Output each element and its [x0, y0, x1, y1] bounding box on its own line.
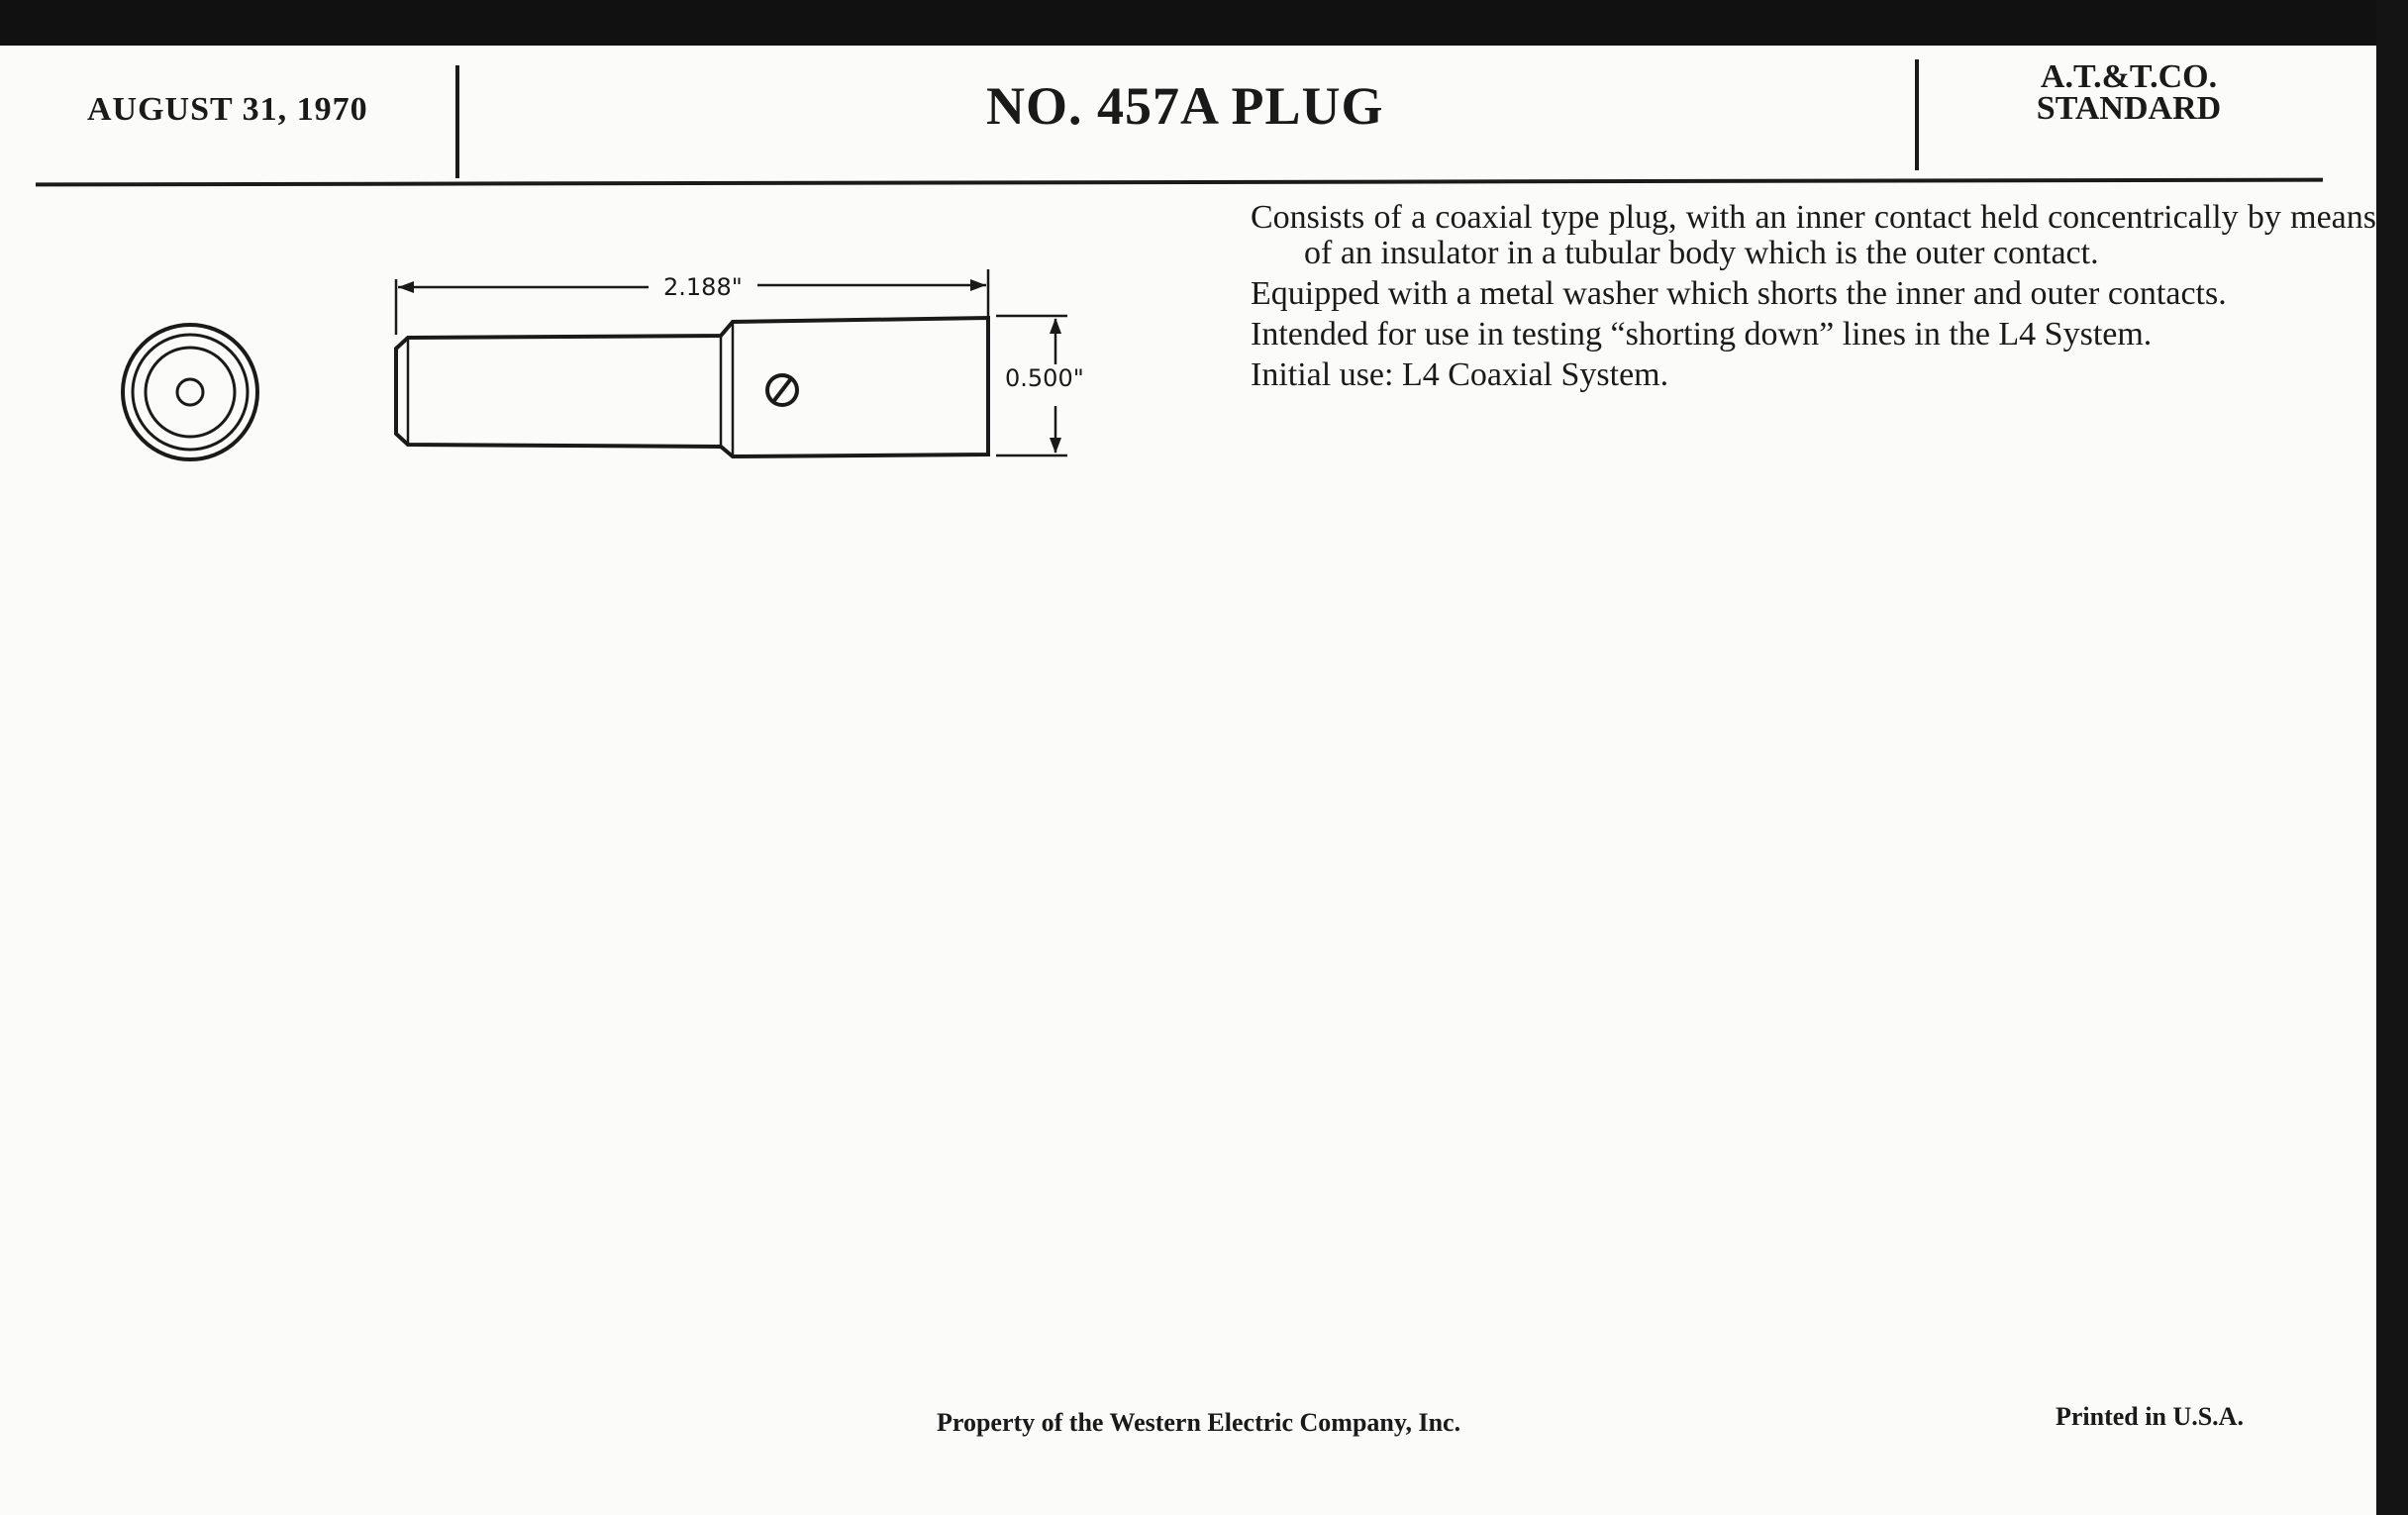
standard-line-2: STANDARD: [2036, 90, 2222, 127]
screw-icon: [767, 375, 797, 405]
header-divider-right: [1915, 59, 1919, 170]
standard-mark: [1980, 58, 2277, 127]
description-paragraph: Initial use: L4 Coaxial System.: [1251, 356, 1669, 393]
scan-edge-right: [2376, 0, 2408, 1515]
standard-card: [0, 46, 2376, 1515]
description-paragraph: Consists of a coaxial type plug, with an inner contact held concentrically by means of an insulator in a tubular body which is the outer contact.: [1251, 199, 2376, 271]
description-paragraph: Equipped with a metal washer which shorts the inner and outer contacts.: [1251, 275, 2227, 312]
description: [1251, 200, 2376, 398]
plug-end-view: [123, 325, 257, 459]
plug-drawing: [0, 46, 1228, 521]
length-label: 2.188": [663, 273, 743, 301]
description-paragraph: Intended for use in testing “shorting down” lines in the L4 System.: [1251, 316, 2153, 353]
diameter-label: 0.500": [1005, 364, 1084, 392]
plug-side-view: [396, 318, 988, 456]
printed-notice: Printed in U.S.A.: [2056, 1402, 2244, 1431]
page-title: NO. 457A PLUG: [986, 76, 1384, 136]
standard-line-1: A.T.&T.CO.: [2040, 58, 2218, 95]
property-notice: Property of the Western Electric Company, Inc.: [937, 1408, 1461, 1437]
card-date: AUGUST 31, 1970: [87, 91, 368, 128]
